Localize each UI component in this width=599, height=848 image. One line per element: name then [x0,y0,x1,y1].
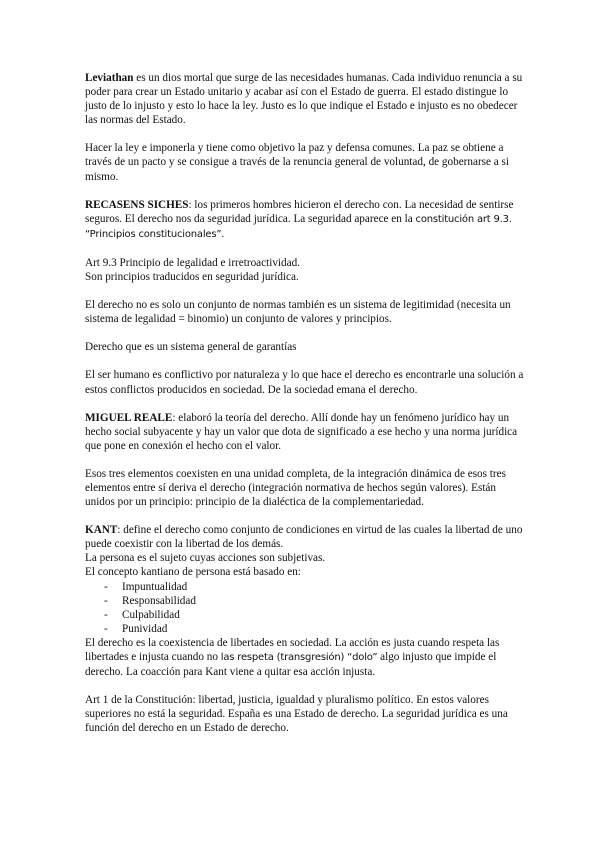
list-item: - Punividad [85,622,525,636]
list-item: - Impuntualidad [85,580,525,594]
paragraph-text: : define el derecho como conjunto de condiciones en virtud de las cuales la libertad de uno puede coexistir con la libertad de los demás. [85,524,523,551]
paragraph-coexistencia [85,636,525,679]
kant-concept-list [85,580,525,636]
paragraph-text: : los primeros hombres hicieron el derecho con. La necesidad de sentirse seguros. El derecho nos da seguridad jurídica. La seguridad aparece en la [85,198,514,225]
paragraph-reale [85,411,525,453]
kant-concepto-line: El concepto kantiano de persona está basado en: [85,566,301,579]
paragraph-elementos: Esos tres elementos coexisten en una unidad completa, de la integración dinámica de esos tres elementos entre sí deriva el derecho (integración normativa de hechos según valores). Están unidos por un principio: principio de la dialéctica de la complementariedad. [85,467,506,509]
paragraph-conflictos: El ser humano es conflictivo por naturaleza y lo que hace el derecho es encontrarle una solución a estos conflictos producidos en sociedad. De la sociedad emana el derecho. [85,369,524,396]
paragraph-text-end: algo injusto que impide el derecho. La coacción para Kant viene a quitar esa acción injusta. [85,651,497,679]
paragraph-art1: Art 1 de la Constitución: libertad, justicia, igualdad y pluralismo político. En estos valores superiores no está la seguridad. España es una Estado de derecho. La seguridad jurídica es una función del derecho en un Estado de derecho. [85,694,508,735]
transgresion-phrase: las respeta (transgresión) “dolo” [220,652,378,663]
paragraph-text: es un dios mortal que surge de las necesidades humanas. Cada individuo renuncia a su poder para crear un Estado unitario y acabar así con el Estado de guerra. El estado distingue lo justo de lo injusto y esto lo hace la ley. Justo es lo que indique el Estado e injusto es no obedecer las normas del Estado. [85,72,523,127]
list-item: - Responsabilidad [85,594,525,608]
section-kant [85,523,525,679]
art93-line: Art 9.3 Principio de legalidad e irretroactividad. [85,256,300,269]
list-item: - Culpabilidad [85,608,525,622]
constitution-reference: constitución art 9.3. “Principios constitucionales” [85,213,512,240]
document-body [85,71,525,749]
term-miguel-reale: MIGUEL REALE [85,411,173,424]
paragraph-end: . [221,227,225,240]
paragraph-text: El derecho es la coexistencia de libertades en sociedad. La acción es justa cuando respeta las libertades e injusta cuando no [85,636,500,663]
paragraph-legitimidad: El derecho no es solo un conjunto de normas también es un sistema de legitimidad (necesita un sistema de legalidad = binomio) un conjunto de valores y principios. [85,299,511,326]
paragraph-garantias: Derecho que es un sistema general de garantías [85,341,297,354]
paragraph-kant [85,523,525,551]
art93-line-2: Son principios traducidos en seguridad jurídica. [85,271,299,284]
paragraph-leviathan [85,71,525,127]
paragraph-ley: Hacer la ley e imponerla y tiene como objetivo la paz y defensa comunes. La paz se obtiene a través de un pacto y se consigue a través de la renuncia general de voluntad, de gobernarse a si mismo. [85,142,510,183]
paragraph-recasens [85,198,525,242]
paragraph-text: : elaboró la teoría del derecho. Allí donde hay un fenómeno jurídico hay un hecho social subyacente y hay un valor que dota de significado a ese hecho y una norma jurídica que pone en conexión el hecho con el valor. [85,411,518,452]
term-kant: KANT [85,524,118,537]
term-recasens-siches: RECASENS SICHES [85,198,189,211]
kant-persona-line: La persona es el sujeto cuyas acciones son subjetivas. [85,552,326,565]
paragraph-art93 [85,256,525,284]
term-leviathan: Leviathan [85,72,134,84]
